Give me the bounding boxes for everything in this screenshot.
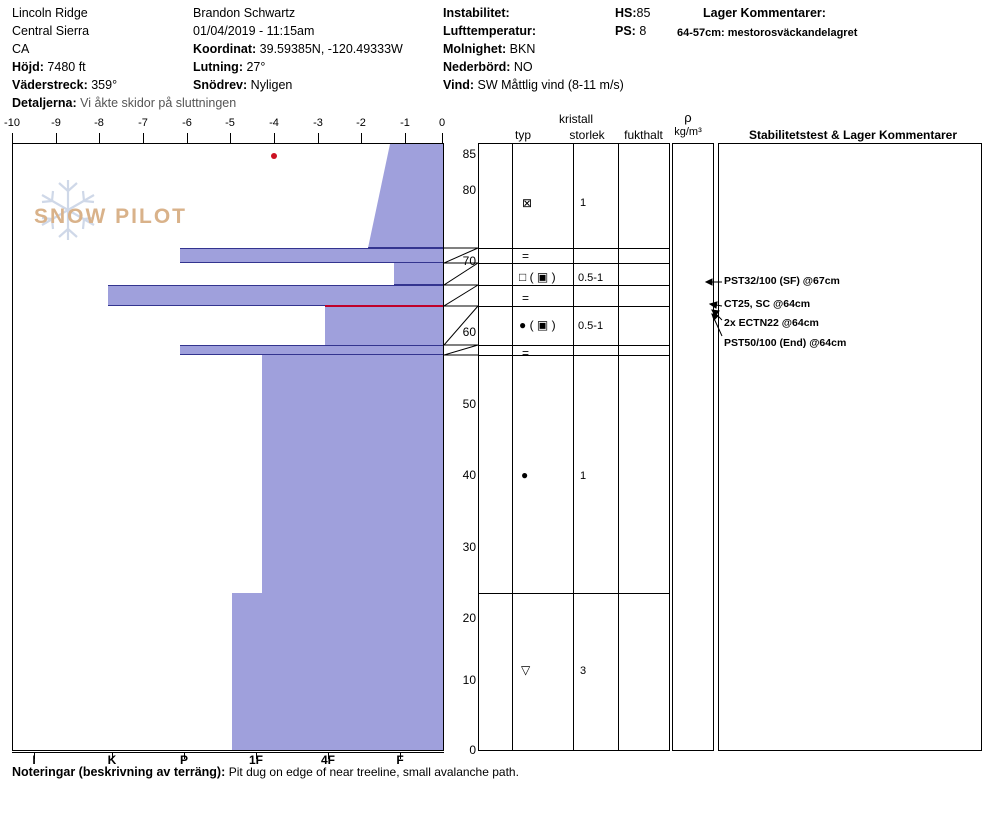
- state-value: CA: [12, 42, 30, 56]
- grain-size-39: 1: [580, 470, 587, 482]
- layer-67-64: [108, 285, 443, 306]
- footer-notes-value: Pit dug on edge of near treeline, small avalanche path.: [228, 765, 519, 779]
- grain-size-78: 1: [580, 197, 587, 209]
- observer-value: Brandon Schwartz: [193, 6, 296, 20]
- footer-notes: [12, 765, 519, 779]
- depth-label-85: 85: [462, 147, 476, 161]
- depth-label-30: 30: [462, 540, 476, 554]
- layer-comments-title: Lager Kommentarer:: [703, 6, 826, 20]
- layer-22-0: [232, 593, 443, 750]
- grain-row-sep: [478, 306, 670, 307]
- grain-size-61: 0.5-1: [578, 320, 604, 332]
- hs-value: 85: [636, 6, 651, 20]
- temp-tick--6: -6: [182, 117, 192, 129]
- header-precip: [443, 58, 533, 76]
- stability-test-1: PST32/100 (SF) @67cm: [724, 275, 840, 287]
- hardness-label-F: F: [396, 753, 404, 767]
- grain-symbol-61: ● ( ▣ ): [519, 318, 556, 332]
- temp-tick--7: -7: [138, 117, 148, 129]
- axis-tick: [274, 133, 275, 143]
- axis-tick: [405, 133, 406, 143]
- cloud-cover-label: Molnighet:: [443, 42, 507, 56]
- wind-label: Vind:: [443, 78, 475, 92]
- region-value: Central Sierra: [12, 24, 90, 38]
- grain-col-sep-3: [618, 143, 619, 751]
- grain-row-sep: [478, 593, 670, 594]
- stability-test-3: 2x ECTN22 @64cm: [724, 317, 819, 329]
- depth-label-10: 10: [462, 673, 476, 687]
- header-observer: [193, 4, 295, 22]
- grain-symbol-78: ⊠: [522, 196, 533, 210]
- grain-row-sep: [478, 263, 670, 264]
- location-name-value: Lincoln Ridge: [12, 6, 88, 20]
- coordinates-label: Koordinat:: [193, 42, 257, 56]
- axis-tick: [318, 133, 319, 143]
- axis-tick: [143, 133, 144, 143]
- header-state: [12, 40, 29, 58]
- axis-tick: [56, 133, 57, 143]
- details-value: Vi åkte skidor på sluttningen: [80, 96, 237, 110]
- column-header-typ: typ: [514, 128, 531, 142]
- header-location-name: [12, 4, 88, 22]
- layer-71-70: [180, 248, 443, 263]
- header-cloud-cover: [443, 40, 535, 58]
- hardness-label-4F: 4F: [320, 753, 335, 767]
- snow-pilot-logo-text: SNOW PILOT: [34, 205, 187, 228]
- column-header-fukthalt: fukthalt: [624, 128, 663, 142]
- hs-label: HS:: [615, 6, 637, 20]
- grain-size-67: 0.5-1: [578, 272, 604, 284]
- grain-table: [478, 143, 670, 751]
- temp-tick--2: -2: [356, 117, 366, 129]
- column-header-kristall: kristall: [558, 112, 593, 126]
- header-drifting: [193, 76, 292, 94]
- temp-tick--9: -9: [51, 117, 61, 129]
- layer-comment-text: 64-57cm: mestorosväckandelagret: [677, 27, 858, 39]
- grain-size-11: 3: [580, 665, 587, 677]
- column-header-stability: Stabilitetstest & Lager Kommentarer: [748, 128, 958, 142]
- datetime-value: 01/04/2019 - 11:15am: [193, 24, 315, 38]
- axis-tick: [361, 133, 362, 143]
- precip-value: NO: [513, 60, 533, 74]
- column-header-rho: ρ: [684, 110, 692, 125]
- temp-tick--4: -4: [269, 117, 279, 129]
- header-aspect: [12, 76, 117, 94]
- header-wind: [443, 76, 624, 94]
- grain-symbol-56: =: [522, 346, 530, 360]
- ps-label: PS:: [615, 24, 636, 38]
- depth-label-70: 70: [462, 254, 476, 268]
- aspect-value: 359°: [91, 78, 118, 92]
- header-datetime: [193, 22, 314, 40]
- axis-tick: [442, 133, 443, 143]
- slope-angle-value: 27°: [246, 60, 266, 74]
- elevation-value: 7480 ft: [47, 60, 86, 74]
- depth-label-50: 50: [462, 397, 476, 411]
- coordinates-value: 39.59385N, -120.49333W: [259, 42, 403, 56]
- layer-56-22: [262, 355, 443, 593]
- grain-symbol-11: ▽: [521, 663, 531, 677]
- stability-test-4: PST50/100 (End) @64cm: [724, 337, 847, 349]
- depth-label-40: 40: [462, 468, 476, 482]
- temp-tick--10: -10: [4, 117, 20, 129]
- axis-tick: [230, 133, 231, 143]
- slope-angle-label: Lutning:: [193, 60, 243, 74]
- layer-comment-entry: [677, 24, 857, 42]
- aspect-label: Väderstreck:: [12, 78, 88, 92]
- layer-64-58: [325, 306, 443, 350]
- grain-row-sep: [478, 345, 670, 346]
- grain-symbol-64: =: [522, 291, 530, 305]
- column-header-rho-unit: kg/m³: [674, 126, 702, 138]
- grain-symbol-39: ●: [521, 468, 529, 482]
- elevation-label: Höjd:: [12, 60, 44, 74]
- layer-70-67: [394, 263, 443, 285]
- ps-value: 8: [639, 24, 647, 38]
- cloud-cover-value: BKN: [509, 42, 536, 56]
- depth-label-20: 20: [462, 611, 476, 625]
- grain-row-sep: [478, 248, 670, 249]
- weak-layer-marker: [325, 305, 443, 307]
- grain-row-sep: [478, 285, 670, 286]
- hardness-label-P: P: [179, 753, 188, 767]
- temp-tick-0: 0: [438, 117, 446, 129]
- layer-58-56: [180, 345, 443, 355]
- grain-row-sep: [478, 355, 670, 356]
- precip-label: Nederbörd:: [443, 60, 511, 74]
- temp-tick--3: -3: [313, 117, 323, 129]
- footer-notes-label: Noteringar (beskrivning av terräng):: [12, 765, 226, 779]
- header-hs: [615, 4, 650, 22]
- header-coordinates: [193, 40, 403, 58]
- header-details: [12, 94, 236, 112]
- grain-col-sep-2: [573, 143, 574, 751]
- column-header-storlek: storlek: [569, 128, 605, 142]
- header-instability: [443, 4, 510, 22]
- hardness-label-I: I: [32, 753, 36, 767]
- grain-symbol-70: =: [522, 249, 530, 263]
- temp-tick--8: -8: [94, 117, 104, 129]
- temp-tick--5: -5: [225, 117, 235, 129]
- header-ps: [615, 22, 646, 40]
- axis-tick: [187, 133, 188, 143]
- depth-label-60: 60: [462, 325, 476, 339]
- details-label: Detaljerna:: [12, 96, 77, 110]
- drifting-label: Snödrev:: [193, 78, 248, 92]
- grain-col-sep-1: [512, 143, 513, 751]
- wind-value: SW Måttlig vind (8-11 m/s): [477, 78, 624, 92]
- header-slope-angle: [193, 58, 265, 76]
- layer-connector-lines: [444, 143, 480, 751]
- drifting-value: Nyligen: [250, 78, 293, 92]
- air-temp-label: Lufttemperatur:: [443, 24, 537, 38]
- axis-tick: [99, 133, 100, 143]
- depth-label-0: 0: [469, 743, 476, 757]
- header-air-temp: [443, 22, 536, 40]
- temp-tick--1: -1: [400, 117, 410, 129]
- stability-test-2: CT25, SC @64cm: [724, 298, 811, 310]
- hardness-label-K: K: [107, 753, 117, 767]
- hardness-label-1F: 1F: [248, 753, 263, 767]
- density-plot: [672, 143, 714, 751]
- axis-tick: [12, 133, 13, 143]
- header-region: [12, 22, 89, 40]
- grain-symbol-67: □ ( ▣ ): [519, 270, 556, 284]
- stability-test-panel: [718, 143, 982, 751]
- depth-label-80: 80: [462, 183, 476, 197]
- temperature-point: [271, 153, 277, 159]
- instability-label: Instabilitet:: [443, 6, 510, 20]
- header-elevation: [12, 58, 86, 76]
